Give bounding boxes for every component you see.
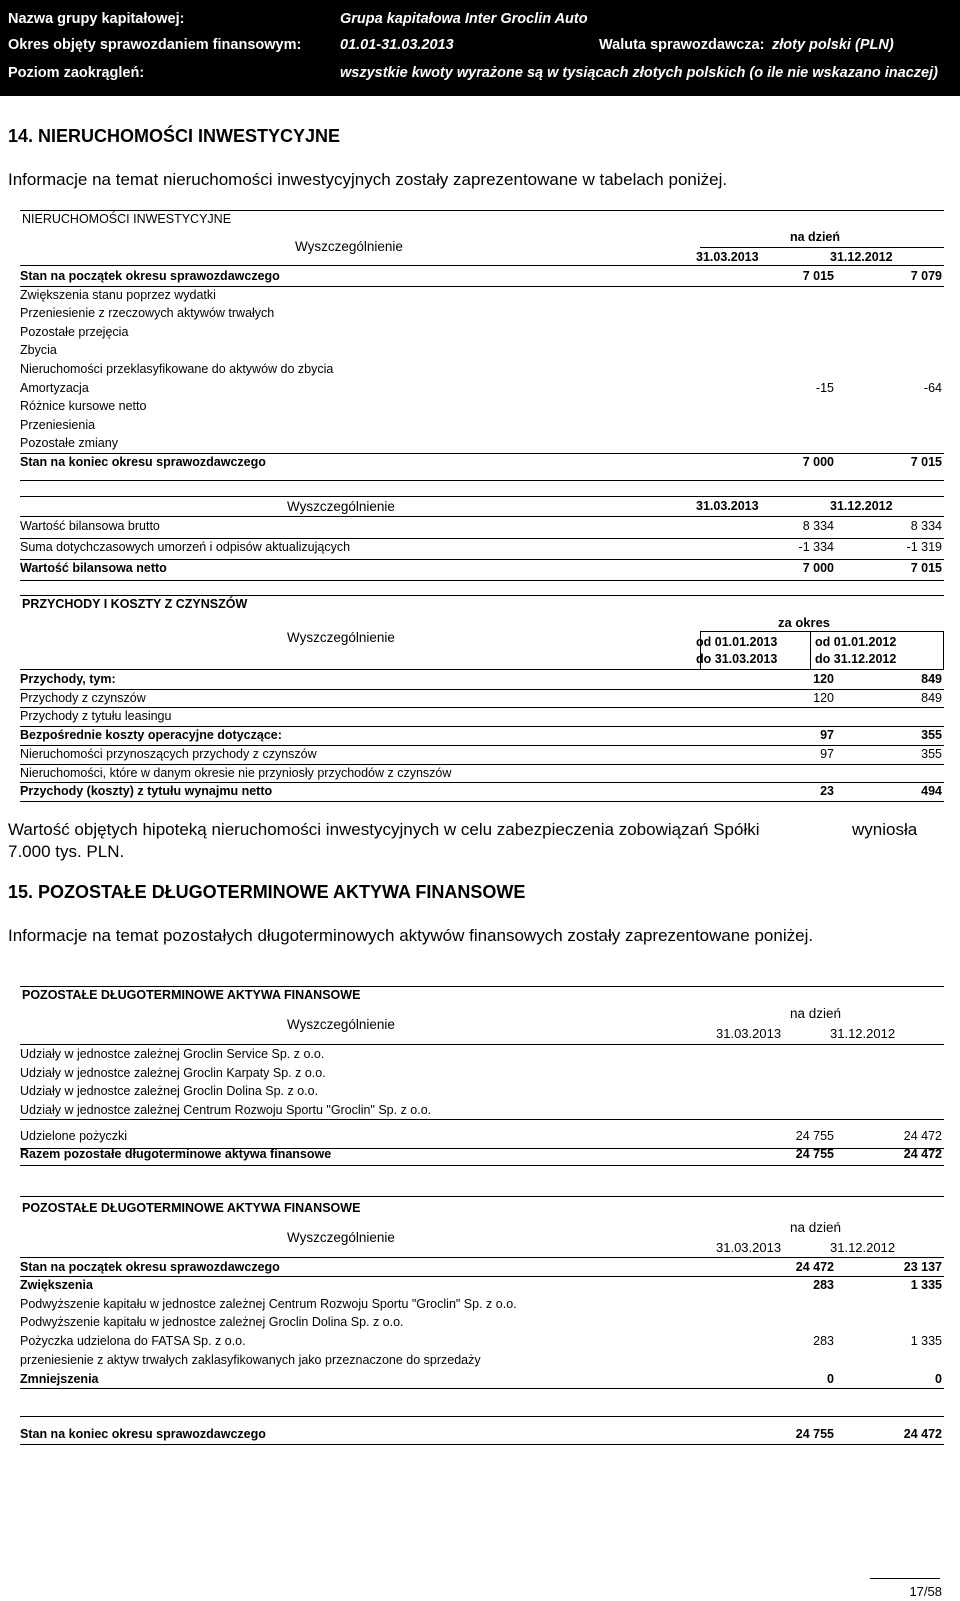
row-label: Podwyższenie kapitału w jednostce zależnej Groclin Dolina Sp. z o.o.	[20, 1315, 404, 1329]
section-15-intro: Informacje na temat pozostałych długoterminowych aktywów finansowych zostały zaprezentowane poniżej.	[8, 926, 814, 945]
table-row	[20, 726, 944, 744]
column-label: Wyszczególnienie	[287, 1230, 395, 1245]
table-row	[20, 764, 944, 782]
date-col-2: 31.12.2012	[830, 250, 893, 264]
date-col-2: 31.12.2012	[830, 1240, 896, 1255]
row-label: Udziały w jednostce zależnej Groclin Karpaty Sp. z o.o.	[20, 1065, 326, 1080]
row-label: Różnice kursowe netto	[20, 399, 147, 414]
period-col-2-to: do 31.12.2012	[815, 652, 897, 666]
mortgage-note-line1: Wartość objętych hipoteką nieruchomości inwestycyjnych w celu zabezpieczenia zobowiązań Spółki	[8, 820, 760, 839]
period-col-2-from: od 01.01.2012	[815, 635, 897, 649]
row-label: Nieruchomości, które w danym okresie nie przyniosły przychodów z czynszów	[20, 765, 452, 780]
table-row	[20, 267, 944, 285]
row-label: Stan na początek okresu sprawozdawczego	[20, 269, 280, 283]
investment-property-table	[20, 210, 944, 480]
mortgage-note-word: wyniosła	[852, 820, 918, 839]
row-value-2: 1 335	[910, 1278, 942, 1292]
table-row	[20, 1258, 944, 1276]
row-value-2: 7 079	[910, 269, 942, 283]
table-title: POZOSTAŁE DŁUGOTERMINOWE AKTYWA FINANSOWE	[22, 1201, 361, 1215]
table-row	[20, 434, 944, 452]
row-value-1: 24 755	[795, 1129, 834, 1143]
table-row	[20, 1276, 944, 1294]
currency-label: Waluta sprawozdawcza:	[599, 37, 765, 53]
table-row	[20, 1145, 944, 1163]
row-label: Udziały w jednostce zależnej Centrum Rozwoju Sportu "Groclin" Sp. z o.o.	[20, 1102, 432, 1117]
row-label: Stan na koniec okresu sprawozdawczego	[20, 455, 266, 469]
date-col-2: 31.12.2012	[830, 499, 893, 513]
row-label: Przeniesienie z rzeczowych aktywów trwałych	[20, 306, 275, 321]
table-title: POZOSTAŁE DŁUGOTERMINOWE AKTYWA FINANSOWE	[22, 988, 361, 1002]
row-label: Przychody z czynszów	[20, 690, 146, 705]
table-row	[20, 1101, 944, 1119]
table-row	[20, 1127, 944, 1145]
mortgage-note-line2: 7.000 tys. PLN.	[8, 842, 125, 861]
table-row	[20, 1395, 944, 1413]
row-label: Wartość bilansowa brutto	[20, 519, 160, 533]
section-15-title: 15. POZOSTAŁE DŁUGOTERMINOWE AKTYWA FINANSOWE	[8, 882, 526, 902]
row-value-2: 8 334	[910, 519, 942, 533]
row-value-2: 0	[935, 1372, 942, 1386]
table-row	[20, 1425, 944, 1443]
column-group-header: na dzień	[790, 1220, 842, 1235]
row-label: Zwiększenia stanu poprzez wydatki	[20, 287, 216, 302]
period-value: 01.01-31.03.2013	[340, 37, 454, 53]
row-value-1: 97	[820, 728, 834, 743]
row-label: Przychody, tym:	[20, 672, 116, 686]
row-value-2: 24 472	[903, 1129, 942, 1143]
table-row	[20, 1045, 944, 1063]
column-group-header: na dzień	[790, 230, 841, 244]
date-col-2: 31.12.2012	[830, 1026, 896, 1041]
row-value-2: -1 319	[906, 540, 942, 554]
row-value-1: 0	[827, 1372, 834, 1386]
row-label: Razem pozostałe długoterminowe aktywa finansowe	[20, 1147, 332, 1161]
table-row	[20, 304, 944, 322]
column-label: Wyszczególnienie	[295, 239, 403, 254]
row-label: Pożyczka udzielona do FATSA Sp. z o.o.	[20, 1334, 246, 1348]
rounding-value: wszystkie kwoty wyrażone są w tysiącach złotych polskich (o ile nie wskazano inaczej)	[340, 65, 938, 81]
column-group-header: za okres	[778, 615, 831, 630]
row-value-2: 7 015	[910, 561, 942, 575]
row-value-1: 7 000	[802, 561, 834, 575]
row-label: Stan na początek okresu sprawozdawczego	[20, 1260, 280, 1274]
row-label: Suma dotychczasowych umorzeń i odpisów aktualizujących	[20, 540, 351, 554]
row-label: Zwiększenia	[20, 1278, 93, 1292]
row-value-2: 355	[921, 728, 942, 743]
row-value-2: 355	[921, 746, 942, 761]
row-label: Przeniesienia	[20, 417, 96, 432]
column-group-header: na dzień	[790, 1006, 842, 1021]
row-value-1: 24 755	[795, 1147, 834, 1161]
row-value-1: 24 755	[795, 1427, 834, 1441]
row-label: Pozostałe przejęcia	[20, 324, 129, 339]
column-label: Wyszczególnienie	[287, 630, 395, 645]
row-label: Zmniejszenia	[20, 1372, 99, 1386]
row-value-1: 24 472	[795, 1260, 834, 1274]
row-label: Przychody z tytułu leasingu	[20, 709, 172, 724]
row-label: Bezpośrednie koszty operacyjne dotyczące:	[20, 728, 282, 743]
row-value-2: 849	[921, 690, 942, 705]
table-row	[20, 782, 944, 800]
row-label: Podwyższenie kapitału w jednostce zależnej Centrum Rozwoju Sportu "Groclin" Sp. z o.o.	[20, 1297, 517, 1311]
table-row	[20, 670, 944, 688]
row-value-2: 494	[921, 784, 942, 799]
row-label: Udziały w jednostce zależnej Groclin Service Sp. z o.o.	[20, 1047, 325, 1061]
report-header	[0, 0, 960, 96]
table-row	[20, 1351, 944, 1369]
row-label: Udziały w jednostce zależnej Groclin Dolina Sp. z o.o.	[20, 1084, 319, 1098]
row-label: Nieruchomości przynoszących przychody z czynszów	[20, 746, 317, 761]
table-row	[20, 689, 944, 707]
row-value-1: 120	[813, 672, 834, 686]
table-row	[20, 286, 944, 304]
rental-income-table	[20, 595, 944, 800]
period-col-1-to: do 31.03.2013	[696, 652, 778, 666]
table-row	[20, 397, 944, 415]
row-value-1: 8 334	[802, 519, 834, 533]
row-value-1: 7 000	[802, 455, 834, 469]
group-value: Grupa kapitałowa Inter Groclin Auto	[340, 11, 588, 27]
table-row	[20, 379, 944, 397]
row-value-2: 24 472	[903, 1427, 942, 1441]
section-14-title: 14. NIERUCHOMOŚCI INWESTYCYJNE	[8, 126, 341, 146]
date-col-1: 31.03.2013	[716, 1240, 782, 1255]
table-row	[20, 1064, 944, 1082]
table-title: PRZYCHODY I KOSZTY Z CZYNSZÓW	[22, 597, 248, 611]
row-label: Wartość bilansowa netto	[20, 561, 167, 575]
date-col-1: 31.03.2013	[696, 499, 759, 513]
row-label: Przychody (koszty) z tytułu wynajmu netto	[20, 784, 273, 799]
row-value-1: 120	[813, 690, 834, 705]
rounding-label: Poziom zaokrągleń:	[8, 65, 145, 81]
column-label: Wyszczególnienie	[287, 499, 395, 514]
row-value-2: 849	[921, 672, 942, 686]
table-row	[20, 360, 944, 378]
column-label: Wyszczególnienie	[287, 1017, 395, 1032]
table-row	[20, 453, 944, 471]
period-label: Okres objęty sprawozdaniem finansowym:	[8, 37, 302, 53]
row-value-1: -15	[815, 380, 834, 395]
table-row	[20, 745, 944, 763]
book-value-table	[20, 496, 944, 602]
row-label: Pozostałe zmiany	[20, 436, 118, 451]
period-col-1-from: od 01.01.2013	[696, 635, 778, 649]
row-label: Udzielone pożyczki	[20, 1129, 127, 1143]
table-row	[20, 323, 944, 341]
row-label: Zbycia	[20, 343, 57, 358]
row-label: przeniesienie z aktyw trwałych zaklasyfikowanych jako przeznaczone do sprzedaży	[20, 1353, 481, 1367]
row-value-2: 7 015	[910, 455, 942, 469]
table-row	[20, 1332, 944, 1350]
row-label: Nieruchomości przeklasyfikowane do aktywów do zbycia	[20, 362, 334, 376]
date-col-1: 31.03.2013	[696, 250, 759, 264]
table-row	[20, 1082, 944, 1100]
table-row	[20, 416, 944, 434]
row-value-1: 7 015	[802, 269, 834, 283]
row-value-2: -64	[923, 380, 942, 395]
row-value-2: 24 472	[903, 1147, 942, 1161]
section-14-intro: Informacje na temat nieruchomości inwestycyjnych zostały zaprezentowane w tabelach poniżej.	[8, 170, 728, 189]
row-label: Stan na koniec okresu sprawozdawczego	[20, 1427, 266, 1441]
table-title: NIERUCHOMOŚCI INWESTYCYJNE	[22, 212, 232, 226]
lt-financial-assets-movement-table	[20, 1196, 944, 1446]
footer-divider	[870, 1578, 940, 1579]
row-value-1: 97	[820, 746, 834, 761]
lt-financial-assets-table	[20, 986, 944, 1162]
page-number: 17/58	[909, 1584, 942, 1599]
row-value-1: 283	[813, 1278, 834, 1292]
row-value-1: 23	[820, 784, 834, 799]
table-row	[20, 1313, 944, 1331]
row-value-2: 23 137	[903, 1260, 942, 1274]
row-value-2: 1 335	[910, 1334, 942, 1348]
row-value-1: 283	[813, 1334, 834, 1348]
row-label: Amortyzacja	[20, 380, 89, 395]
table-row	[20, 341, 944, 359]
table-row	[20, 1370, 944, 1388]
currency-value: złoty polski (PLN)	[772, 37, 894, 53]
table-row	[20, 517, 944, 535]
date-col-1: 31.03.2013	[716, 1026, 782, 1041]
table-row	[20, 538, 944, 556]
row-value-1: -1 334	[798, 540, 834, 554]
table-row	[20, 1295, 944, 1313]
group-label: Nazwa grupy kapitałowej:	[8, 11, 185, 27]
table-row	[20, 559, 944, 577]
table-row	[20, 707, 944, 725]
